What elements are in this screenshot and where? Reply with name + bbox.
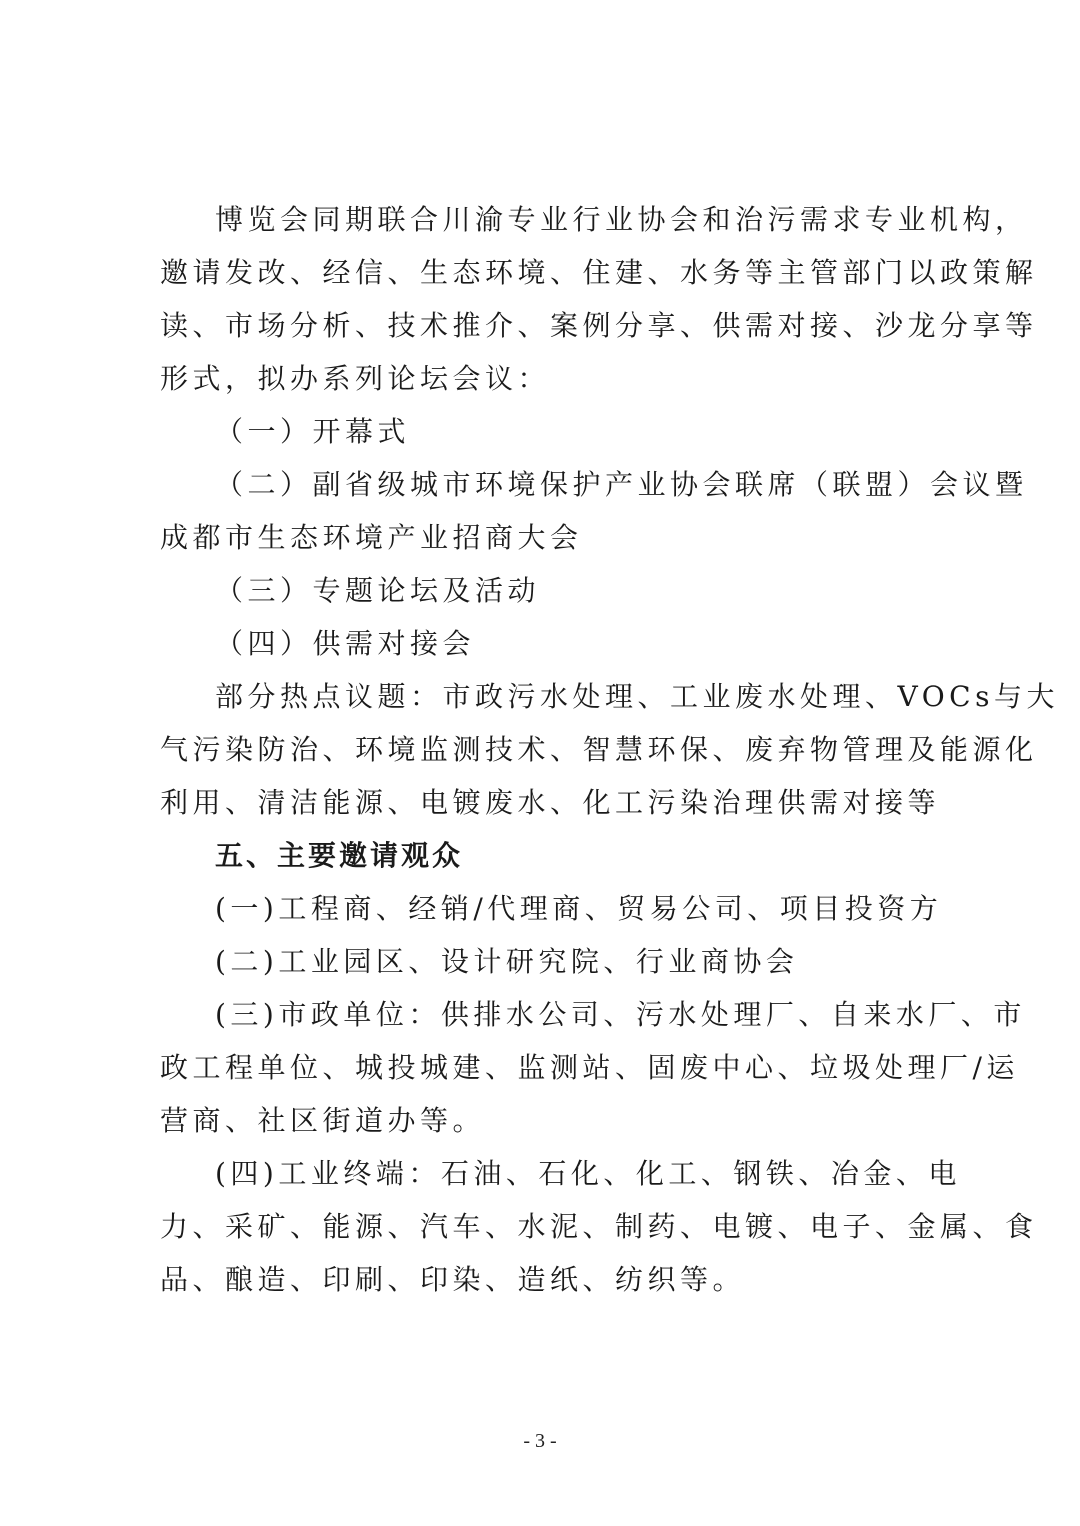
forum-item-matchmaking: （四）供需对接会 (215, 627, 476, 660)
paragraph-forum-intro-line-2: 邀请发改、经信、生态环境、住建、水务等主管部门以政策解 (160, 256, 1038, 289)
hot-topics-line-1: 部分热点议题：市政污水处理、工业废水处理、VOCs与大 (215, 680, 1059, 713)
section-heading-visitors: 五、主要邀请观众 (215, 839, 464, 872)
paragraph-forum-intro-line-1: 博览会同期联合川渝专业行业协会和治污需求专业机构， (215, 203, 1028, 236)
visitor-item-1: (一)工程商、经销/代理商、贸易公司、项目投资方 (215, 892, 943, 925)
visitor-item-3-line-2: 政工程单位、城投城建、监测站、固废中心、垃圾处理厂/运 (160, 1051, 1019, 1084)
hot-topics-line-3: 利用、清洁能源、电镀废水、化工污染治理供需对接等 (160, 786, 941, 819)
page-number: - 3 - (523, 1430, 557, 1452)
visitor-item-4-line-1: (四)工业终端：石油、石化、化工、钢铁、冶金、电 (215, 1157, 961, 1190)
paragraph-forum-intro-line-3: 读、市场分析、技术推介、案例分享、供需对接、沙龙分享等 (160, 309, 1038, 342)
forum-item-special-forum: （三）专题论坛及活动 (215, 574, 541, 607)
forum-item-joint-meeting-line-1: （二）副省级城市环境保护产业协会联席（联盟）会议暨 (215, 468, 1028, 501)
visitor-item-4-line-3: 品、酿造、印刷、印染、造纸、纺织等。 (160, 1263, 746, 1296)
visitor-item-3-line-3: 营商、社区街道办等。 (160, 1104, 486, 1137)
visitor-item-2: (二)工业园区、设计研究院、行业商协会 (215, 945, 799, 978)
forum-item-joint-meeting-line-2: 成都市生态环境产业招商大会 (160, 521, 583, 554)
visitor-item-3-line-1: (三)市政单位：供排水公司、污水处理厂、自来水厂、市 (215, 998, 1026, 1031)
hot-topics-line-2: 气污染防治、环境监测技术、智慧环保、废弃物管理及能源化 (160, 733, 1038, 766)
visitor-item-4-line-2: 力、采矿、能源、汽车、水泥、制药、电镀、电子、金属、食 (160, 1210, 1038, 1243)
forum-item-opening: （一）开幕式 (215, 415, 411, 448)
paragraph-forum-intro-line-4: 形式，拟办系列论坛会议： (160, 362, 551, 395)
